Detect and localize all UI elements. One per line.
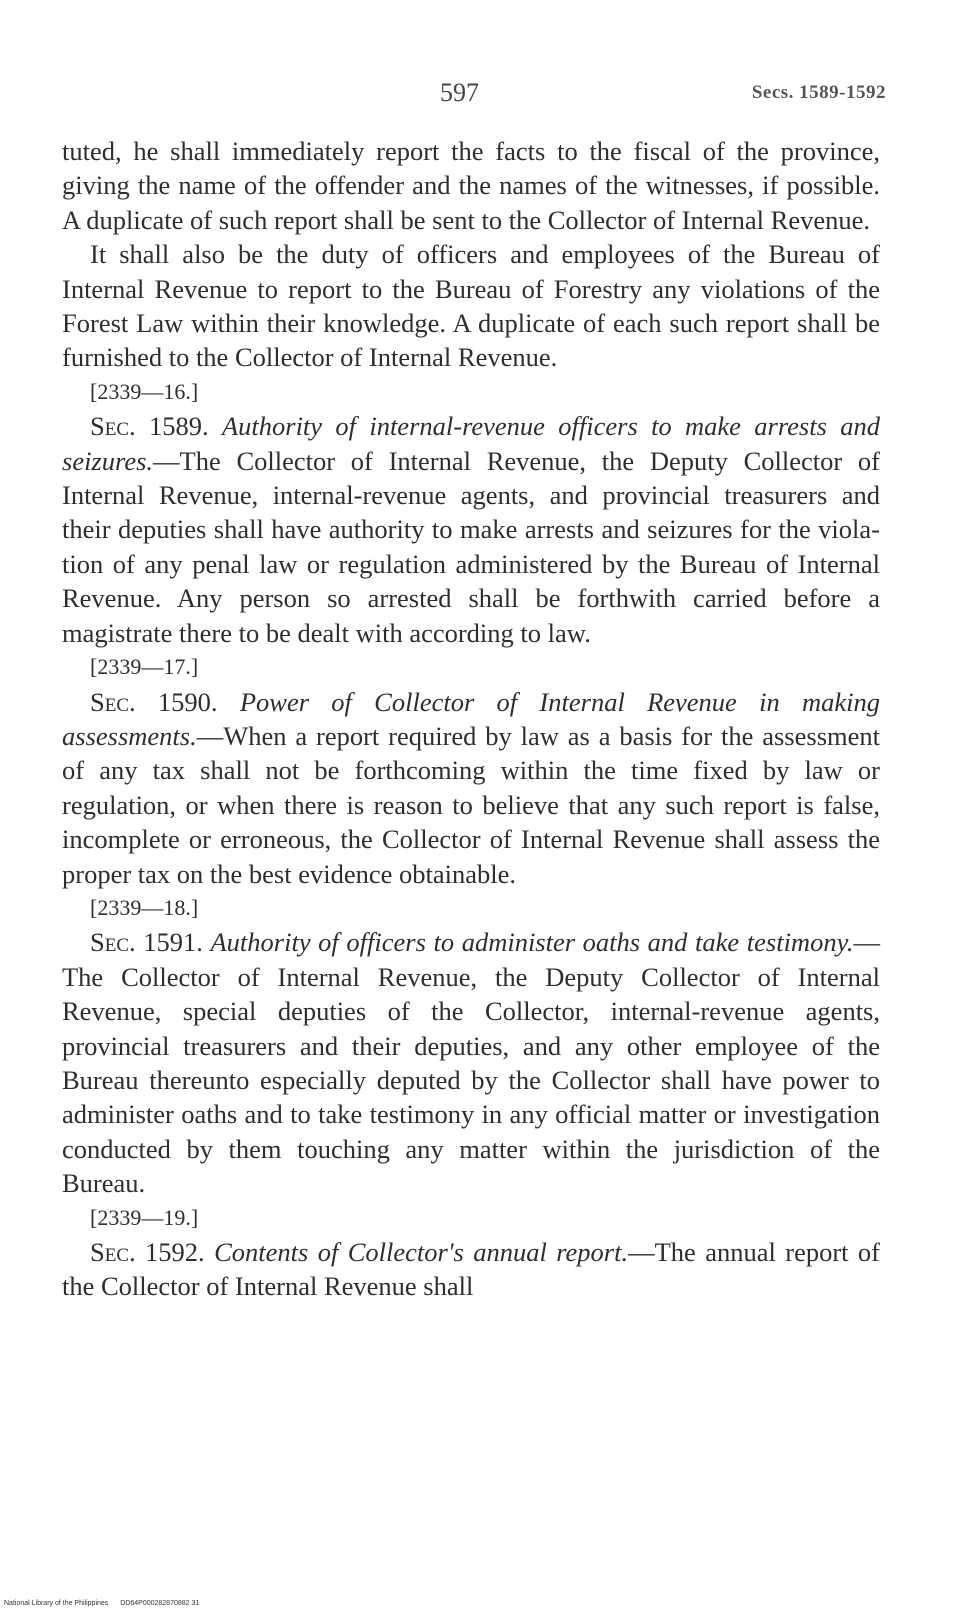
section-catchline: Authority of internal-revenue officers to make arrests and seizures. bbox=[62, 411, 881, 476]
section-catchline: Power of Collector of Internal Revenue in making assessments. bbox=[62, 686, 880, 751]
section-label: Sec. 1589. bbox=[90, 411, 209, 442]
citation-sec-1589: [2339—16.] bbox=[90, 378, 199, 404]
section-text: —The Collector of Internal Revenue, the Deputy Collector of Internal Revenue, internal-revenue agents, and provincial treasurers and their deputies shall have authority to make arrests and seizures for the violation of any penal law or regulation administered by the Bureau of Internal Revenue. Any person so arrested shall be forthwith carried before a magistrate there to be dealt with according to law. bbox=[62, 445, 880, 648]
footer-code: DD64P000282870882 31 bbox=[120, 1600, 200, 1607]
section-label: Sec. 1590. bbox=[90, 686, 218, 717]
citation-sec-1592: [2339—19.] bbox=[90, 1204, 199, 1230]
section-label: Sec. 1592. bbox=[90, 1237, 205, 1267]
page-header bbox=[60, 78, 886, 118]
scan-footer bbox=[4, 1600, 199, 1607]
running-head-section-range: Secs. 1589-1592 bbox=[751, 82, 886, 103]
footer-library: National Library of the Philippines bbox=[4, 1600, 109, 1607]
section-1592 bbox=[62, 1235, 880, 1304]
page-number: 597 bbox=[440, 78, 479, 107]
forestry-report-paragraph: It shall also be the duty of officers and employees of the Bureau of Internal Revenue to report to the Bureau of Forestry any violations of the Forest Law within their knowledge. A duplicate of each such report shall be furnished to the Collector of Internal Revenue. bbox=[62, 239, 880, 373]
section-1589 bbox=[62, 409, 880, 650]
section-text: —The annual report of the Collector of Internal Revenue shall bbox=[62, 1237, 880, 1302]
citation-sec-1590: [2339—17.] bbox=[90, 654, 199, 680]
continued-paragraph: tuted, he shall immediately report the facts to the fiscal of the province, giving the name of the offender and the names of the witnesses, if possible. A duplicate of such report shall be sent to the Collector of Internal Revenue. bbox=[62, 136, 880, 235]
section-text: —When a report required by law as a basis for the assessment of any tax shall not be forthcoming within the time fixed by law or regulation, or when there is reason to believe that any such report is false, incomplete or erroneous, the Collector of Internal Revenue shall assess the proper tax on the best evidence obtainable. bbox=[62, 720, 880, 889]
section-text: —The Collector of Internal Revenue, the Deputy Collector of Internal Revenue, special deputies of the Collector, internal-revenue agents, provincial treasurers and their deputies, and any other employee of the Bureau thereunto especially deputed by the Collector shall have power to administer oaths and to take testimony in any official matter or investigation conducted by them touching any matter within the jurisdiction of the Bureau. bbox=[62, 927, 880, 1199]
section-label: Sec. 1591. bbox=[90, 927, 203, 958]
section-catchline: Contents of Collector's annual report. bbox=[214, 1237, 629, 1267]
page-body bbox=[62, 134, 880, 1304]
section-1591 bbox=[62, 925, 880, 1200]
section-catchline: Authority of officers to administer oaths and take testimony. bbox=[210, 927, 854, 958]
citation-sec-1591: [2339—18.] bbox=[90, 894, 199, 920]
section-1590 bbox=[62, 685, 880, 891]
